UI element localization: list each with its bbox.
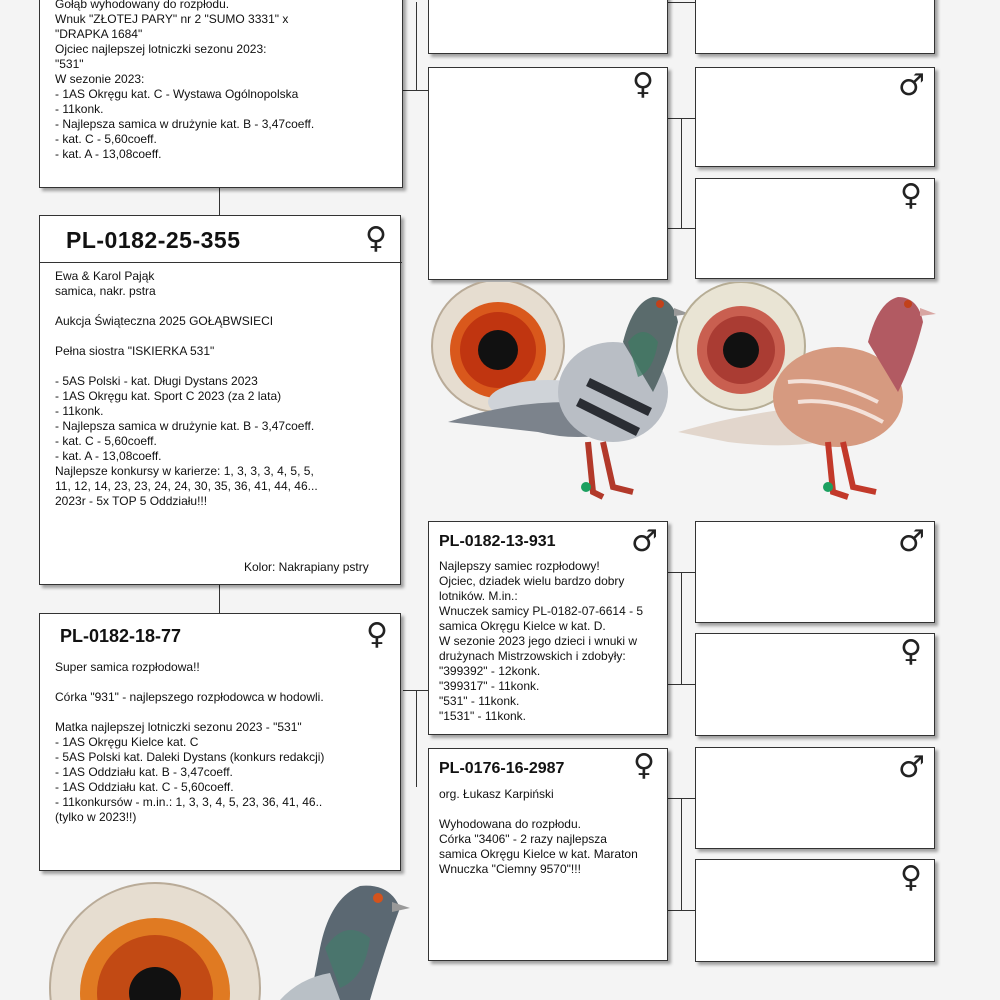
- main-ring-number: PL-0182-25-355: [66, 227, 241, 253]
- eye-image: [50, 883, 260, 1000]
- ggp-box-2: [695, 67, 935, 167]
- female-icon: ♀: [633, 748, 655, 783]
- female-icon: ♀: [900, 178, 922, 213]
- gp-mf-description: Najlepszy samiec rozpłodowy! Ojciec, dziadek wielu bardzo dobry lotników. M.in.: Wnuczek samicy PL-0182-07-6614 - 5 samica Okręgu Kielce w kat. D. W sezonie 2023 jego dzieci i wnuki w drużynach Mistrzowskich i zdobyły: "399392" - 12konk. "399317" - 11konk. "531" - 11konk. "1531" - 11konk.: [439, 559, 644, 723]
- female-icon: ♀: [366, 617, 388, 652]
- connector: [681, 798, 682, 910]
- grandfather-mf-card: [428, 521, 668, 735]
- male-icon: ♂: [898, 750, 925, 785]
- female-icon: ♀: [365, 221, 387, 256]
- mother-ring-number: PL-0182-18-77: [60, 626, 182, 646]
- female-icon: ♀: [900, 860, 922, 895]
- female-icon: ♀: [900, 634, 922, 669]
- pigeon-image: [280, 886, 410, 1000]
- gp-mm-description: org. Łukasz Karpiński Wyhodowana do rozpłodu. Córka "3406" - 2 razy najlepsza samica Okręgu Kielce w kat. Maraton Wnuczka "Ciemny 9570"!!!: [439, 787, 638, 876]
- grandmother-mm-card: [428, 748, 668, 961]
- connector: [219, 585, 220, 613]
- ggp-box-1: [695, 0, 935, 54]
- connector: [403, 90, 428, 91]
- parents-photo: [428, 282, 938, 518]
- grandmother-fm-card: [428, 67, 668, 280]
- gp-mm-ring-number: PL-0176-16-2987: [439, 760, 565, 777]
- ggp-box-6: [695, 747, 935, 849]
- ggp-box-3: [695, 178, 935, 279]
- female-icon: ♀: [632, 67, 654, 102]
- male-icon: ♂: [898, 68, 925, 103]
- connector: [681, 118, 682, 228]
- ggp-box-4: [695, 521, 935, 623]
- father-card: [39, 0, 403, 188]
- main-description: Ewa & Karol Pająk samica, nakr. pstra Aukcja Świąteczna 2025 GOŁĄBWSIECI Pełna siostra "ISKIERKA 531" - 5AS Polski - kat. Długi Dystans 2023 - 1AS Okręgu kat. Sport C 2023 (za 2 lata) - 11konk. - Najlepsza samica w drużynie kat. B - 3,47coeff. - kat. C - 5,60coeff. - kat. A - 13,08coeff. Najlepsze konkursy w karierze: 1, 3, 3, 3, 4, 5, 5, 11, 12, 14, 23, 23, 24, 24, 30, 35, 36, 41, 44, 46... 2023r - 5x TOP 5 Oddziału!!!: [55, 269, 318, 508]
- main-pigeon-photo: [40, 878, 410, 1000]
- ggp-box-7: [695, 859, 935, 962]
- father-description: Gołąb wyhodowany do rozpłodu. Wnuk "ZŁOTEJ PARY" nr 2 "SUMO 3331" x "DRAPKA 1684" Ojciec najlepszej lotniczki sezonu 2023: "531" W sezonie 2023: - 1AS Okręgu kat. C - Wystawa Ogólnopolska - 11konk. - Najlepsza samica w drużynie kat. B - 3,47coeff. - kat. C - 5,60coeff. - kat. A - 13,08coeff.: [55, 0, 315, 161]
- connector: [219, 188, 220, 215]
- grandfather-ff-card: [428, 0, 668, 54]
- connector: [668, 684, 695, 685]
- male-icon: ♂: [631, 524, 658, 559]
- mother-description: Super samica rozpłodowa!! Córka "931" - najlepszego rozpłodowca w hodowli. Matka najlepszej lotniczki sezonu 2023 - "531" - 1AS Okręgu Kielce kat. C - 5AS Polski kat. Daleki Dystans (konkurs redakcji) - 1AS Oddziału kat. B - 3,47coeff. - 1AS Oddziału kat. C - 5,60coeff. - 11konkursów - m.in.: 1, 3, 3, 4, 5, 23, 36, 41, 46.. (tylko w 2023!!): [55, 660, 325, 824]
- header-divider: [40, 262, 402, 263]
- male-icon: ♂: [898, 524, 925, 559]
- connector: [668, 910, 695, 911]
- connector: [668, 228, 695, 229]
- gp-mf-ring-number: PL-0182-13-931: [439, 533, 556, 550]
- connector: [416, 2, 417, 90]
- connector: [416, 690, 417, 787]
- connector: [668, 2, 695, 3]
- ggp-box-5: [695, 633, 935, 736]
- main-color: Kolor: Nakrapiany pstry: [244, 560, 369, 574]
- connector: [681, 572, 682, 684]
- main-pigeon-card: [39, 215, 401, 585]
- mother-card: [39, 613, 401, 871]
